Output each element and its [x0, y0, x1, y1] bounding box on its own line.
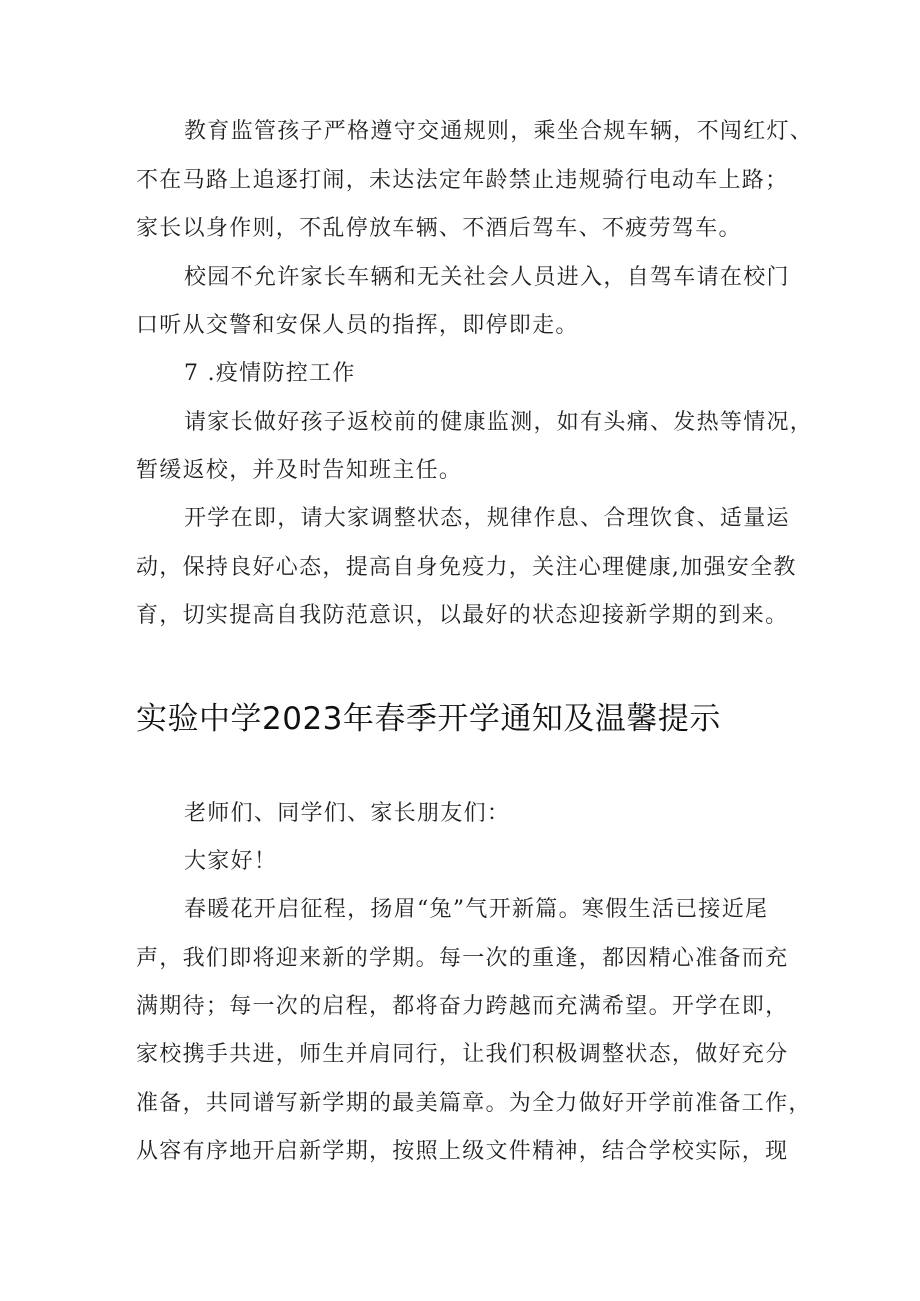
paragraph-line: 开学在即，请大家调整状态，规律作息、合理饮食、适量运: [184, 506, 790, 531]
paragraph-line: 满期待；每一次的启程，都将奋力跨越而充满希望。开学在即，: [136, 994, 789, 1019]
paragraph-line: 请家长做好孩子返校前的健康监测，如有头痛、发热等情况，: [184, 410, 814, 435]
paragraph-line: 家长以身作则，不乱停放车辆、不酒后驾车、不疲劳驾车。: [136, 216, 742, 241]
paragraph-line: 春暖花开启征程，扬眉“兔”气开新篇。寒假生活已接近尾: [184, 897, 769, 922]
paragraph-line: 动，保持良好心态，提高自身免疫力，关注心理健康,加强安全教: [136, 555, 797, 580]
paragraph-line: 口听从交警和安保人员的指挥，即停即走。: [136, 313, 579, 338]
greeting-line: 老师们、同学们、家长朋友们：: [184, 801, 511, 826]
paragraph-line: 不在马路上追逐打闹，未达法定年龄禁止违规骑行电动车上路；: [136, 168, 789, 193]
paragraph-line: 声，我们即将迎来新的学期。每一次的重逢，都因精心准备而充: [136, 946, 789, 971]
paragraph-line: 教育监管孩子严格遵守交通规则，乘坐合规车辆，不闯红灯、: [184, 119, 814, 144]
section-number-heading: 7 .疫情防控工作: [184, 361, 356, 386]
paragraph-line: 校园不允许家长车辆和无关社会人员进入，自驾车请在校门: [184, 265, 790, 290]
paragraph-line: 从容有序地开启新学期，按照上级文件精神，结合学校实际，现: [136, 1139, 789, 1164]
greeting-line: 大家好！: [184, 849, 278, 874]
paragraph-line: 育，切实提高自我防范意识，以最好的状态迎接新学期的到来。: [136, 603, 789, 628]
notice-title: 实验中学2023年春季开学通知及温馨提示: [136, 701, 721, 737]
paragraph-line: 暂缓返校，并及时告知班主任。: [136, 458, 463, 483]
paragraph-line: 家校携手共进，师生并肩同行，让我们积极调整状态，做好充分: [136, 1042, 789, 1067]
paragraph-line: 准备，共同谱写新学期的最美篇章。为全力做好开学前准备工作，: [136, 1091, 812, 1116]
